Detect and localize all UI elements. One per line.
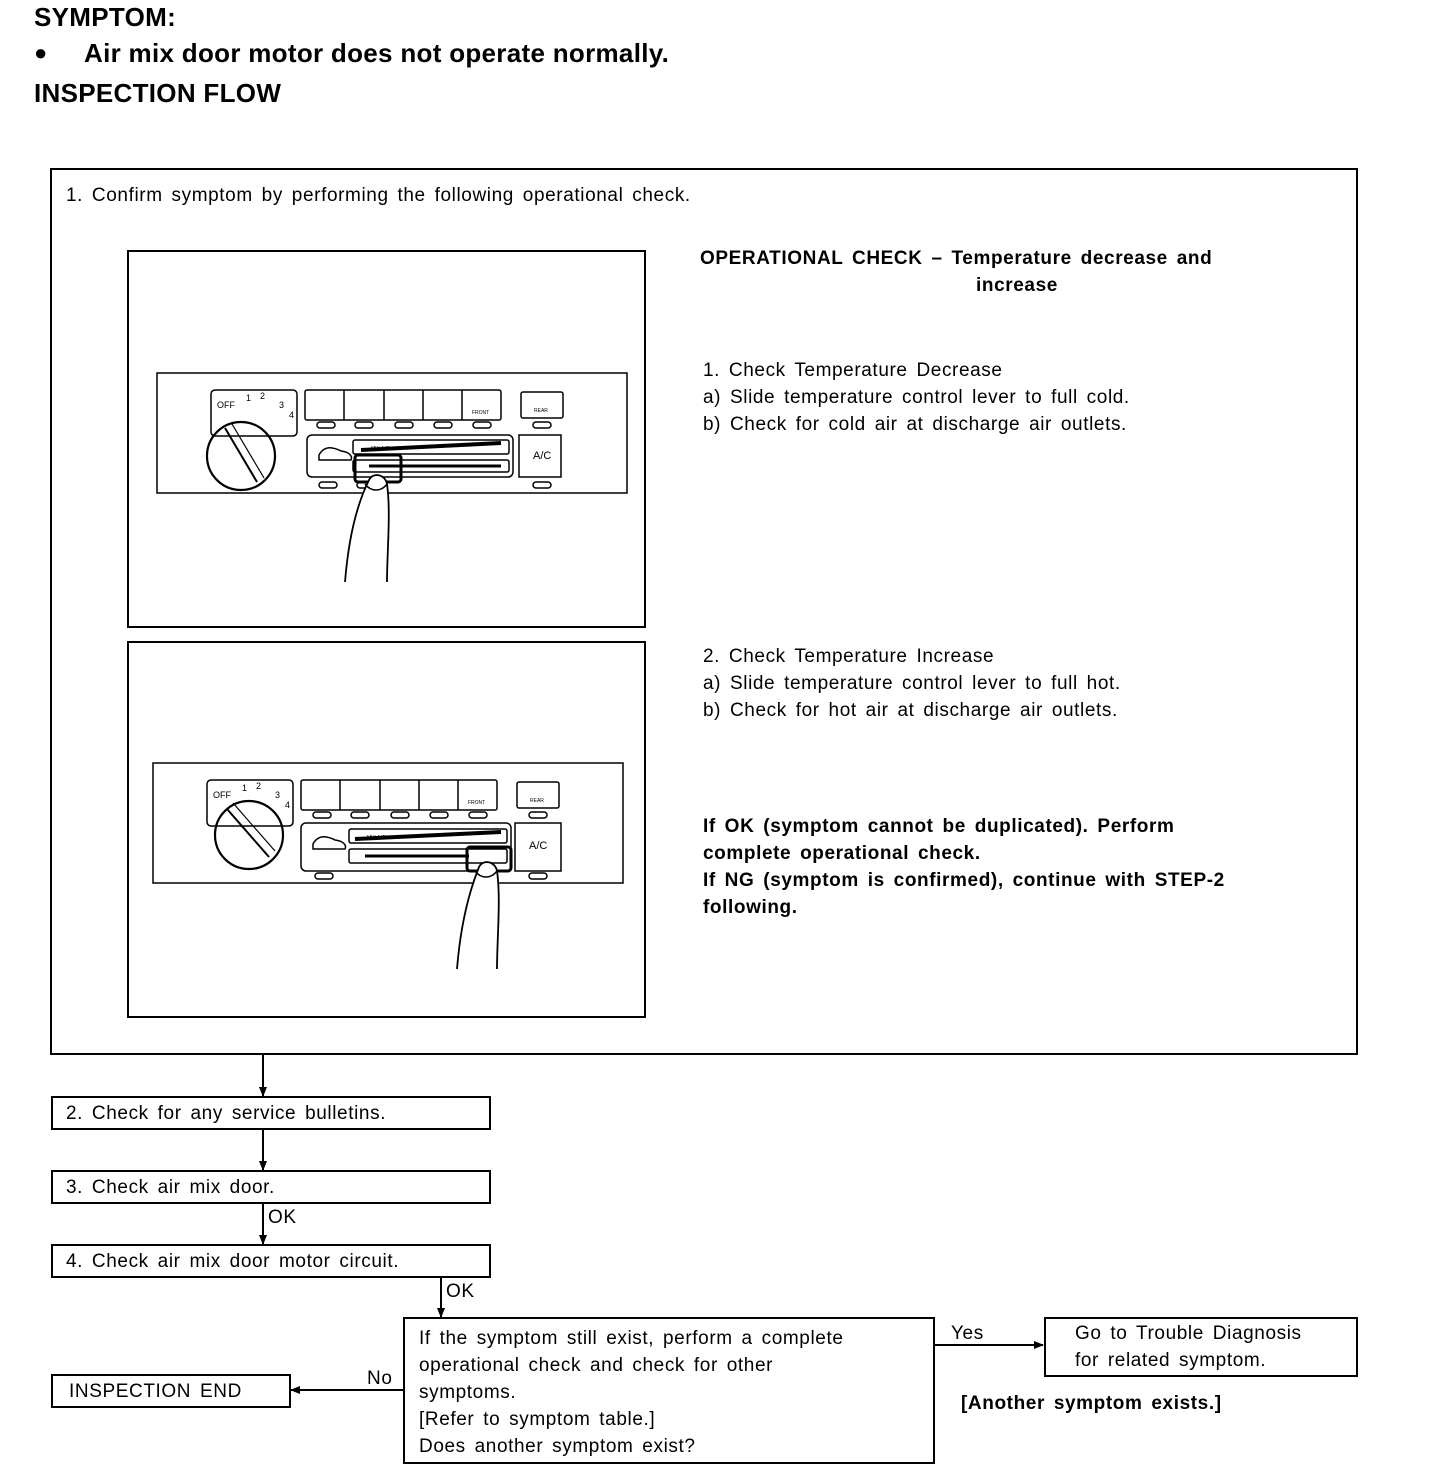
hvac-panel-hot-svg — [129, 643, 648, 1020]
increase-title: 2. Check Temperature Increase — [703, 646, 995, 667]
slider-frame — [307, 435, 513, 477]
step2-box — [51, 1096, 491, 1130]
step4-text: 4. Check air mix door motor circuit. — [66, 1251, 400, 1272]
panel-label-off: OFF — [213, 790, 231, 800]
panel-label-fan-1: 1 — [246, 393, 252, 403]
recirc-icon — [319, 448, 352, 460]
bullet-icon: ● — [34, 40, 48, 65]
increase-step-a: a) Slide temperature control lever to full hot. — [703, 673, 1121, 694]
decision-line5: Does another symptom exist? — [419, 1436, 696, 1457]
result-line2: complete operational check. — [703, 843, 981, 864]
panel-label-mix: MIX A/C — [367, 835, 386, 841]
illustration-hot — [127, 641, 646, 1018]
step2-text: 2. Check for any service bulletins. — [66, 1103, 387, 1124]
step1-text: 1. Confirm symptom by performing the following operational check. — [66, 185, 691, 206]
symptom-text: Air mix door motor does not operate normally. — [84, 38, 670, 68]
inspection-end-box — [51, 1374, 291, 1408]
panel-label-mix: MIX A/C — [371, 446, 390, 452]
step3-text: 3. Check air mix door. — [66, 1177, 275, 1198]
decision-line3: symptoms. — [419, 1382, 517, 1403]
rear-defrost-button — [521, 392, 563, 418]
increase-step-b: b) Check for hot air at discharge air outlets. — [703, 700, 1118, 721]
trouble-line1: Go to Trouble Diagnosis — [1075, 1323, 1302, 1344]
hvac-panel-cold-svg — [129, 252, 648, 630]
illustration-cold — [127, 250, 646, 628]
fan-dial-frame — [211, 390, 297, 436]
panel-label-front: FRONT — [472, 410, 490, 416]
panel-label-fan-4: 4 — [285, 800, 291, 810]
panel-label-ac: A/C — [529, 840, 548, 852]
result-line1: If OK (symptom cannot be duplicated). Perform — [703, 816, 1175, 837]
ok-label-step4: OK — [446, 1281, 475, 1302]
symptom-heading: SYMPTOM: — [34, 2, 177, 32]
inspection-end-text: INSPECTION END — [69, 1381, 242, 1402]
result-line4: following. — [703, 897, 798, 918]
panel-label-rear: REAR — [530, 798, 544, 804]
decrease-step-a: a) Slide temperature control lever to full cold. — [703, 387, 1130, 408]
decrease-step-b: b) Check for cold air at discharge air outlets. — [703, 414, 1127, 435]
rear-defrost-button — [517, 782, 559, 808]
panel-label-ac: A/C — [533, 450, 552, 462]
step4-box — [51, 1244, 491, 1278]
recirc-icon — [313, 837, 346, 849]
panel-label-fan-1: 1 — [242, 783, 248, 793]
yes-label: Yes — [951, 1323, 984, 1344]
decrease-title: 1. Check Temperature Decrease — [703, 360, 1003, 381]
decision-line1: If the symptom still exist, perform a complete — [419, 1328, 844, 1349]
panel-label-rear: REAR — [534, 408, 548, 414]
opcheck-title-line1: OPERATIONAL CHECK – Temperature decrease and — [700, 248, 1213, 269]
panel-label-fan-2: 2 — [260, 391, 266, 401]
opcheck-title-line2: increase — [976, 275, 1058, 296]
panel-label-fan-2: 2 — [256, 781, 262, 791]
panel-label-front: FRONT — [468, 800, 486, 806]
decision-box — [403, 1317, 935, 1464]
another-symptom-note: [Another symptom exists.] — [961, 1393, 1222, 1414]
panel-label-fan-3: 3 — [275, 790, 281, 800]
fan-dial-pointer-2 — [232, 424, 264, 478]
decision-line2: operational check and check for other — [419, 1355, 774, 1376]
trouble-line2: for related symptom. — [1075, 1350, 1267, 1371]
panel-label-fan-4: 4 — [289, 410, 295, 420]
trouble-diagnosis-box — [1044, 1317, 1358, 1377]
step3-box — [51, 1170, 491, 1204]
finger-drawing — [457, 862, 499, 969]
inspection-flow-title: INSPECTION FLOW — [34, 78, 282, 108]
no-label: No — [367, 1368, 393, 1389]
fan-dial-pointer — [227, 809, 269, 857]
finger-drawing — [345, 475, 389, 582]
panel-label-fan-3: 3 — [279, 400, 285, 410]
ok-label-step3: OK — [268, 1207, 297, 1228]
result-line3: If NG (symptom is confirmed), continue with STEP-2 — [703, 870, 1225, 891]
panel-label-off: OFF — [217, 400, 235, 410]
decision-line4: [Refer to symptom table.] — [419, 1409, 656, 1430]
